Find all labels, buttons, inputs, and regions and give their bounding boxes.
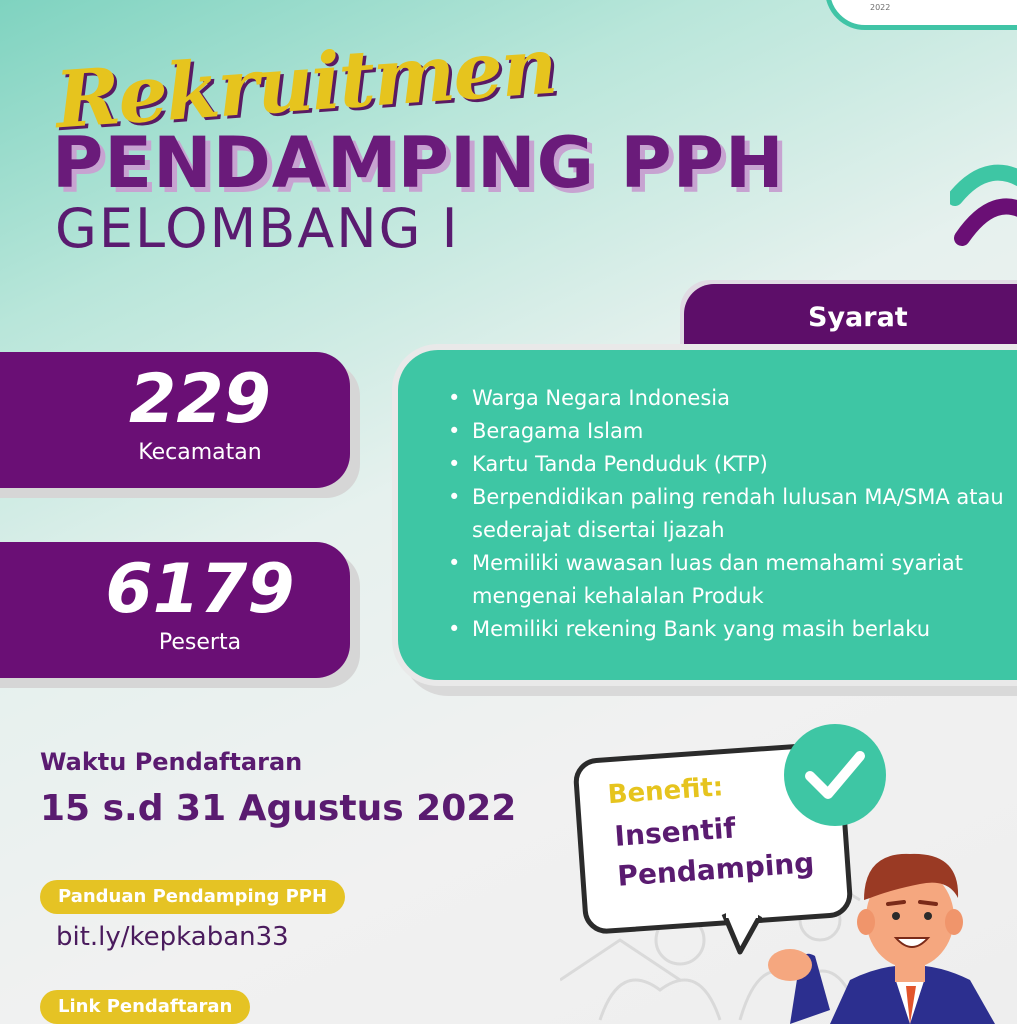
stat-label: Peserta	[158, 630, 242, 655]
stat-number: 6179	[105, 550, 295, 629]
requirements-title: Syarat	[808, 302, 908, 333]
guide-link[interactable]: bit.ly/kepkaban33	[56, 922, 289, 952]
requirement-item: • Warga Negara Indonesia	[448, 382, 1008, 415]
decorative-arcs-icon	[950, 150, 1017, 260]
requirement-item: • Memiliki wawasan luas dan memahami syariat mengenai kehalalan Produk	[448, 547, 1008, 613]
corner-badge	[825, 0, 1017, 30]
requirement-item: • Berpendidikan paling rendah lulusan MA/SMA atau sederajat disertai Ijazah	[448, 481, 1008, 547]
registration-date: 15 s.d 31 Agustus 2022	[40, 788, 517, 829]
sub-title: GELOMBANG I	[55, 197, 460, 260]
requirement-item: • Kartu Tanda Penduduk (KTP)	[448, 448, 1008, 481]
benefit-line-1: Insentif	[613, 811, 737, 853]
benefit-line-2: Pendamping	[616, 846, 816, 893]
businessman-illustration	[760, 840, 1017, 1024]
requirement-item: • Beragama Islam	[448, 415, 1008, 448]
stat-card-kecamatan	[0, 352, 350, 488]
benefit-label: Benefit:	[606, 772, 725, 811]
stat-number: 229	[129, 360, 271, 439]
stat-label: Kecamatan	[138, 440, 262, 465]
checkmark-icon	[784, 724, 886, 826]
requirements-tab	[684, 284, 1017, 352]
main-title: PENDAMPING PPH	[52, 122, 785, 204]
script-title: Rekruitmen	[52, 20, 559, 147]
requirements-list	[448, 382, 1008, 646]
guide-label-pill: Panduan Pendamping PPH	[40, 880, 345, 914]
stat-card-peserta	[0, 542, 350, 678]
corner-badge-text: 2022	[870, 3, 891, 12]
requirements-box	[398, 350, 1017, 680]
registration-link-pill[interactable]: Link Pendaftaran	[40, 990, 250, 1024]
registration-time-label: Waktu Pendaftaran	[40, 748, 303, 776]
requirement-item: • Memiliki rekening Bank yang masih berlaku	[448, 613, 1008, 646]
